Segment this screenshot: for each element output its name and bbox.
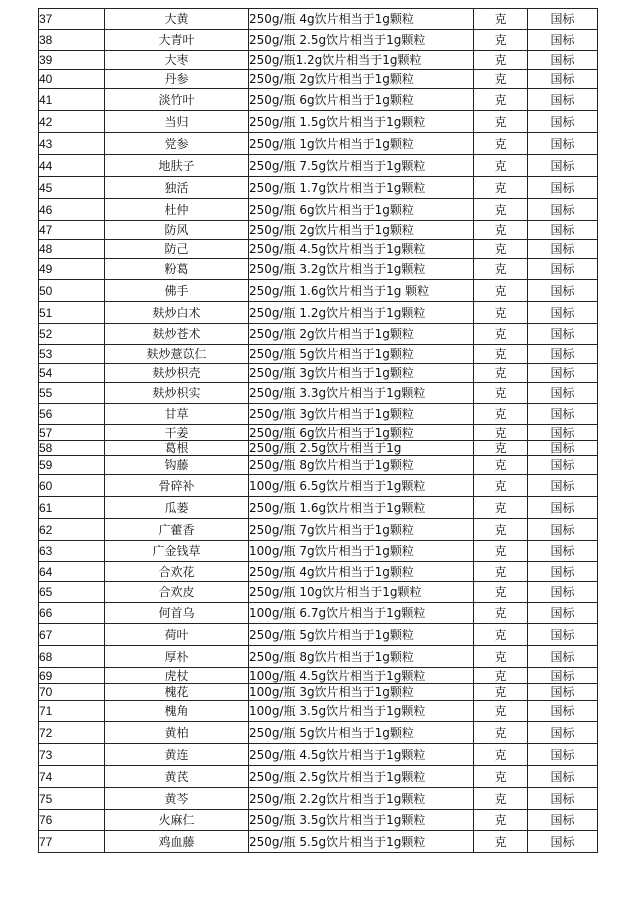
table-row	[39, 89, 598, 111]
unit-cell: 克	[474, 519, 528, 541]
unit-cell: 克	[474, 364, 528, 383]
specification-cell: 250g/瓶 2g饮片相当于1g颗粒	[249, 324, 474, 345]
row-number-cell: 58	[39, 441, 105, 456]
herb-name-cell: 火麻仁	[105, 810, 249, 831]
row-number-cell: 43	[39, 133, 105, 155]
row-number-cell: 76	[39, 810, 105, 831]
standard-cell: 国标	[528, 221, 598, 240]
unit-cell: 克	[474, 199, 528, 221]
row-number-cell: 42	[39, 111, 105, 133]
unit-cell: 克	[474, 425, 528, 441]
standard-cell: 国标	[528, 111, 598, 133]
row-number-cell: 37	[39, 9, 105, 30]
unit-cell: 克	[474, 668, 528, 684]
unit-cell: 克	[474, 240, 528, 259]
specification-cell: 250g/瓶 1.2g饮片相当于1g颗粒	[249, 302, 474, 324]
row-number-cell: 66	[39, 603, 105, 624]
herb-name-cell: 虎杖	[105, 668, 249, 684]
table-row	[39, 30, 598, 51]
standard-cell: 国标	[528, 646, 598, 668]
unit-cell: 克	[474, 541, 528, 562]
unit-cell: 克	[474, 497, 528, 519]
herb-name-cell: 黄芪	[105, 766, 249, 788]
specification-cell: 250g/瓶 6g饮片相当于1g颗粒	[249, 89, 474, 111]
row-number-cell: 45	[39, 177, 105, 199]
unit-cell: 克	[474, 324, 528, 345]
herb-name-cell: 合欢花	[105, 562, 249, 582]
specification-cell: 100g/瓶 4.5g饮片相当于1g颗粒	[249, 668, 474, 684]
row-number-cell: 63	[39, 541, 105, 562]
specification-cell: 250g/瓶 3.5g饮片相当于1g颗粒	[249, 810, 474, 831]
herb-name-cell: 黄连	[105, 744, 249, 766]
table-row	[39, 441, 598, 456]
table-row	[39, 324, 598, 345]
specification-cell: 250g/瓶 2g饮片相当于1g颗粒	[249, 221, 474, 240]
table-row	[39, 497, 598, 519]
unit-cell: 克	[474, 701, 528, 722]
herb-name-cell: 防风	[105, 221, 249, 240]
herb-name-cell: 黄柏	[105, 722, 249, 744]
row-number-cell: 47	[39, 221, 105, 240]
herb-name-cell: 合欢皮	[105, 582, 249, 603]
row-number-cell: 72	[39, 722, 105, 744]
row-number-cell: 48	[39, 240, 105, 259]
table-row	[39, 51, 598, 70]
standard-cell: 国标	[528, 810, 598, 831]
specification-cell: 250g/瓶 2.5g饮片相当于1g颗粒	[249, 766, 474, 788]
specification-cell: 250g/瓶 7.5g饮片相当于1g颗粒	[249, 155, 474, 177]
specification-cell: 250g/瓶 3g饮片相当于1g颗粒	[249, 404, 474, 425]
standard-cell: 国标	[528, 425, 598, 441]
specification-cell: 100g/瓶 3.5g饮片相当于1g颗粒	[249, 701, 474, 722]
herb-name-cell: 大青叶	[105, 30, 249, 51]
standard-cell: 国标	[528, 519, 598, 541]
standard-cell: 国标	[528, 199, 598, 221]
row-number-cell: 64	[39, 562, 105, 582]
standard-cell: 国标	[528, 259, 598, 280]
table-row	[39, 383, 598, 404]
standard-cell: 国标	[528, 541, 598, 562]
unit-cell: 克	[474, 30, 528, 51]
row-number-cell: 61	[39, 497, 105, 519]
herb-name-cell: 大黄	[105, 9, 249, 30]
specification-cell: 250g/瓶 1.6g饮片相当于1g 颗粒	[249, 280, 474, 302]
standard-cell: 国标	[528, 9, 598, 30]
specification-cell: 250g/瓶 1g饮片相当于1g颗粒	[249, 133, 474, 155]
row-number-cell: 40	[39, 70, 105, 89]
row-number-cell: 69	[39, 668, 105, 684]
table-body	[39, 9, 598, 853]
standard-cell: 国标	[528, 70, 598, 89]
specification-cell: 250g/瓶 2.5g饮片相当于1g颗粒	[249, 30, 474, 51]
row-number-cell: 77	[39, 831, 105, 853]
specification-cell: 250g/瓶1.2g饮片相当于1g颗粒	[249, 51, 474, 70]
standard-cell: 国标	[528, 475, 598, 497]
row-number-cell: 49	[39, 259, 105, 280]
herb-name-cell: 鸡血藤	[105, 831, 249, 853]
unit-cell: 克	[474, 70, 528, 89]
row-number-cell: 70	[39, 684, 105, 701]
table-row	[39, 475, 598, 497]
table-row	[39, 810, 598, 831]
herb-name-cell: 广金钱草	[105, 541, 249, 562]
standard-cell: 国标	[528, 456, 598, 475]
herb-name-cell: 党参	[105, 133, 249, 155]
table-row	[39, 259, 598, 280]
herb-name-cell: 厚朴	[105, 646, 249, 668]
herb-name-cell: 瓜蒌	[105, 497, 249, 519]
table-row	[39, 541, 598, 562]
unit-cell: 克	[474, 280, 528, 302]
table-row	[39, 155, 598, 177]
unit-cell: 克	[474, 89, 528, 111]
table-row	[39, 456, 598, 475]
herb-name-cell: 麸炒枳实	[105, 383, 249, 404]
table-row	[39, 766, 598, 788]
unit-cell: 克	[474, 831, 528, 853]
unit-cell: 克	[474, 744, 528, 766]
unit-cell: 克	[474, 582, 528, 603]
row-number-cell: 57	[39, 425, 105, 441]
herb-name-cell: 何首乌	[105, 603, 249, 624]
row-number-cell: 41	[39, 89, 105, 111]
unit-cell: 克	[474, 177, 528, 199]
table-row	[39, 701, 598, 722]
standard-cell: 国标	[528, 603, 598, 624]
specification-cell: 250g/瓶 2g饮片相当于1g颗粒	[249, 70, 474, 89]
herb-granule-table	[38, 8, 598, 853]
unit-cell: 克	[474, 475, 528, 497]
herb-name-cell: 广藿香	[105, 519, 249, 541]
unit-cell: 克	[474, 456, 528, 475]
specification-cell: 250g/瓶 4.5g饮片相当于1g颗粒	[249, 744, 474, 766]
standard-cell: 国标	[528, 240, 598, 259]
table-row	[39, 722, 598, 744]
specification-cell: 250g/瓶 3.2g饮片相当于1g颗粒	[249, 259, 474, 280]
standard-cell: 国标	[528, 51, 598, 70]
herb-name-cell: 麸炒枳壳	[105, 364, 249, 383]
table-row	[39, 221, 598, 240]
herb-name-cell: 槐角	[105, 701, 249, 722]
row-number-cell: 62	[39, 519, 105, 541]
herb-name-cell: 钩藤	[105, 456, 249, 475]
specification-cell: 250g/瓶 10g饮片相当于1g颗粒	[249, 582, 474, 603]
unit-cell: 克	[474, 788, 528, 810]
unit-cell: 克	[474, 404, 528, 425]
row-number-cell: 56	[39, 404, 105, 425]
herb-name-cell: 粉葛	[105, 259, 249, 280]
unit-cell: 克	[474, 684, 528, 701]
unit-cell: 克	[474, 345, 528, 364]
table-row	[39, 562, 598, 582]
row-number-cell: 74	[39, 766, 105, 788]
table-row	[39, 519, 598, 541]
table-row	[39, 646, 598, 668]
herb-name-cell: 槐花	[105, 684, 249, 701]
unit-cell: 克	[474, 603, 528, 624]
specification-cell: 250g/瓶 2.2g饮片相当于1g颗粒	[249, 788, 474, 810]
row-number-cell: 75	[39, 788, 105, 810]
table-row	[39, 9, 598, 30]
unit-cell: 克	[474, 155, 528, 177]
herb-name-cell: 葛根	[105, 441, 249, 456]
table-row	[39, 684, 598, 701]
row-number-cell: 71	[39, 701, 105, 722]
standard-cell: 国标	[528, 383, 598, 404]
specification-cell: 250g/瓶 8g饮片相当于1g颗粒	[249, 456, 474, 475]
herb-name-cell: 黄芩	[105, 788, 249, 810]
specification-cell: 250g/瓶 6g饮片相当于1g颗粒	[249, 199, 474, 221]
specification-cell: 250g/瓶 4g饮片相当于1g颗粒	[249, 9, 474, 30]
herb-name-cell: 地肤子	[105, 155, 249, 177]
standard-cell: 国标	[528, 497, 598, 519]
specification-cell: 100g/瓶 6.7g饮片相当于1g颗粒	[249, 603, 474, 624]
unit-cell: 克	[474, 441, 528, 456]
row-number-cell: 38	[39, 30, 105, 51]
table-row	[39, 199, 598, 221]
standard-cell: 国标	[528, 766, 598, 788]
row-number-cell: 51	[39, 302, 105, 324]
herb-name-cell: 丹参	[105, 70, 249, 89]
table-row	[39, 240, 598, 259]
specification-cell: 250g/瓶 8g饮片相当于1g颗粒	[249, 646, 474, 668]
standard-cell: 国标	[528, 441, 598, 456]
herb-name-cell: 麸炒苍术	[105, 324, 249, 345]
specification-cell: 250g/瓶 1.6g饮片相当于1g颗粒	[249, 497, 474, 519]
standard-cell: 国标	[528, 89, 598, 111]
row-number-cell: 53	[39, 345, 105, 364]
row-number-cell: 68	[39, 646, 105, 668]
standard-cell: 国标	[528, 280, 598, 302]
standard-cell: 国标	[528, 562, 598, 582]
row-number-cell: 54	[39, 364, 105, 383]
specification-cell: 250g/瓶 5g饮片相当于1g颗粒	[249, 624, 474, 646]
row-number-cell: 52	[39, 324, 105, 345]
row-number-cell: 60	[39, 475, 105, 497]
unit-cell: 克	[474, 766, 528, 788]
specification-cell: 100g/瓶 3g饮片相当于1g颗粒	[249, 684, 474, 701]
table-row	[39, 582, 598, 603]
row-number-cell: 59	[39, 456, 105, 475]
row-number-cell: 55	[39, 383, 105, 404]
table-row	[39, 603, 598, 624]
table-row	[39, 177, 598, 199]
standard-cell: 国标	[528, 30, 598, 51]
herb-name-cell: 甘草	[105, 404, 249, 425]
herb-name-cell: 佛手	[105, 280, 249, 302]
herb-name-cell: 麸炒白术	[105, 302, 249, 324]
specification-cell: 250g/瓶 2.5g饮片相当于1g	[249, 441, 474, 456]
table-row	[39, 111, 598, 133]
unit-cell: 克	[474, 302, 528, 324]
specification-cell: 250g/瓶 5.5g饮片相当于1g颗粒	[249, 831, 474, 853]
table-row	[39, 364, 598, 383]
standard-cell: 国标	[528, 302, 598, 324]
specification-cell: 250g/瓶 3g饮片相当于1g颗粒	[249, 364, 474, 383]
specification-cell: 100g/瓶 7g饮片相当于1g颗粒	[249, 541, 474, 562]
standard-cell: 国标	[528, 722, 598, 744]
standard-cell: 国标	[528, 668, 598, 684]
specification-cell: 250g/瓶 1.5g饮片相当于1g颗粒	[249, 111, 474, 133]
standard-cell: 国标	[528, 744, 598, 766]
table-row	[39, 668, 598, 684]
standard-cell: 国标	[528, 624, 598, 646]
unit-cell: 克	[474, 51, 528, 70]
unit-cell: 克	[474, 624, 528, 646]
herb-name-cell: 荷叶	[105, 624, 249, 646]
herb-name-cell: 杜仲	[105, 199, 249, 221]
specification-cell: 250g/瓶 5g饮片相当于1g颗粒	[249, 722, 474, 744]
row-number-cell: 65	[39, 582, 105, 603]
unit-cell: 克	[474, 646, 528, 668]
table-row	[39, 425, 598, 441]
table-row	[39, 404, 598, 425]
standard-cell: 国标	[528, 345, 598, 364]
standard-cell: 国标	[528, 324, 598, 345]
herb-name-cell: 淡竹叶	[105, 89, 249, 111]
herb-name-cell: 独活	[105, 177, 249, 199]
table-row	[39, 624, 598, 646]
herb-name-cell: 骨碎补	[105, 475, 249, 497]
unit-cell: 克	[474, 111, 528, 133]
specification-cell: 250g/瓶 7g饮片相当于1g颗粒	[249, 519, 474, 541]
table-row	[39, 345, 598, 364]
table-row	[39, 280, 598, 302]
standard-cell: 国标	[528, 177, 598, 199]
table-row	[39, 788, 598, 810]
unit-cell: 克	[474, 562, 528, 582]
specification-cell: 250g/瓶 4g饮片相当于1g颗粒	[249, 562, 474, 582]
row-number-cell: 50	[39, 280, 105, 302]
table-row	[39, 831, 598, 853]
specification-cell: 250g/瓶 4.5g饮片相当于1g颗粒	[249, 240, 474, 259]
standard-cell: 国标	[528, 155, 598, 177]
specification-cell: 250g/瓶 3.3g饮片相当于1g颗粒	[249, 383, 474, 404]
standard-cell: 国标	[528, 831, 598, 853]
row-number-cell: 67	[39, 624, 105, 646]
standard-cell: 国标	[528, 684, 598, 701]
unit-cell: 克	[474, 221, 528, 240]
specification-cell: 250g/瓶 6g饮片相当于1g颗粒	[249, 425, 474, 441]
standard-cell: 国标	[528, 404, 598, 425]
unit-cell: 克	[474, 722, 528, 744]
specification-cell: 250g/瓶 5g饮片相当于1g颗粒	[249, 345, 474, 364]
unit-cell: 克	[474, 259, 528, 280]
unit-cell: 克	[474, 9, 528, 30]
row-number-cell: 73	[39, 744, 105, 766]
unit-cell: 克	[474, 133, 528, 155]
standard-cell: 国标	[528, 582, 598, 603]
specification-cell: 100g/瓶 6.5g饮片相当于1g颗粒	[249, 475, 474, 497]
herb-name-cell: 当归	[105, 111, 249, 133]
standard-cell: 国标	[528, 133, 598, 155]
table-row	[39, 302, 598, 324]
row-number-cell: 44	[39, 155, 105, 177]
herb-name-cell: 大枣	[105, 51, 249, 70]
unit-cell: 克	[474, 810, 528, 831]
standard-cell: 国标	[528, 364, 598, 383]
table-row	[39, 133, 598, 155]
herb-name-cell: 干姜	[105, 425, 249, 441]
specification-cell: 250g/瓶 1.7g饮片相当于1g颗粒	[249, 177, 474, 199]
unit-cell: 克	[474, 383, 528, 404]
table-row	[39, 70, 598, 89]
row-number-cell: 39	[39, 51, 105, 70]
row-number-cell: 46	[39, 199, 105, 221]
herb-name-cell: 防己	[105, 240, 249, 259]
standard-cell: 国标	[528, 701, 598, 722]
table-row	[39, 744, 598, 766]
standard-cell: 国标	[528, 788, 598, 810]
herb-name-cell: 麸炒薏苡仁	[105, 345, 249, 364]
